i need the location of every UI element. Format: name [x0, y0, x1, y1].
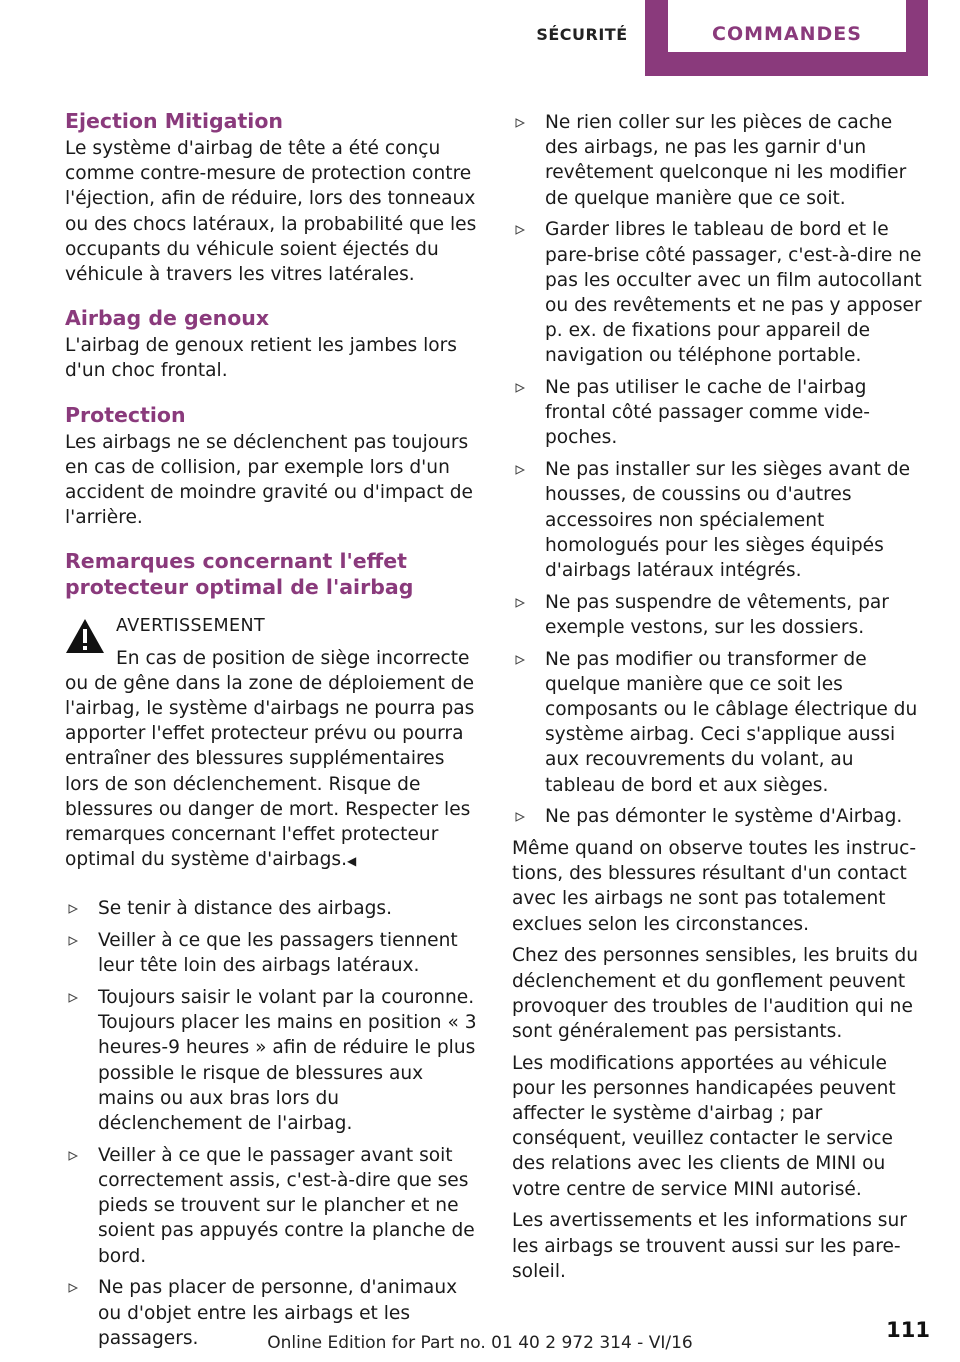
paragraph: Les avertissements et les informations sur les airbags se trouvent aussi sur les pare-soleil. [512, 1210, 907, 1282]
list-item-text: Ne pas démonter le système d'Airbag. [545, 806, 903, 828]
text-knee-airbag: L'airbag de genoux retient les jambes lors d'un choc frontal. [65, 335, 457, 382]
right-bullet-list [512, 110, 928, 829]
list-item [512, 110, 928, 211]
bullet-triangle-icon [515, 465, 525, 475]
bullet-triangle-icon [515, 383, 525, 393]
heading-knee-airbag: Airbag de genoux [65, 306, 270, 331]
text-ejection: Le système d'airbag de tête a été conçu comme contre-mesure de protection contre l'éjection, afin de réduire, lors des tonneaux ou des chocs latéraux, la probabilité que les occupants du véhicule soient éjectés du véhicule à travers les vitres latérales. [65, 138, 477, 286]
bullet-triangle-icon [68, 936, 78, 946]
list-item [512, 217, 928, 368]
section-knee-airbag [65, 305, 481, 383]
bullet-triangle-icon [68, 1151, 78, 1161]
left-bullet-list [65, 896, 481, 1350]
page-number: 111 [886, 1318, 930, 1342]
list-item [512, 375, 928, 451]
list-item-text: Ne pas modifier ou transformer de quelque manière que ce soit les composants ou le câblage électrique du système airbag. Ceci s'applique aussi aux recouvrements du volant, au tableau de bord et aux sièges. [545, 648, 918, 796]
warning-block [65, 614, 481, 874]
bullet-triangle-icon [515, 655, 525, 665]
list-item [65, 928, 481, 978]
list-item [512, 804, 928, 829]
list-item [512, 457, 928, 583]
warning-body [65, 646, 481, 875]
paragraph: Même quand on observe toutes les instructions, des blessures résultant d'un contact avec les airbags ne sont pas totalement exclues selon les circonstances. [512, 837, 917, 935]
list-item-text: Ne pas suspendre de vêtements, par exemple vestons, sur les dossiers. [545, 591, 889, 638]
left-column [65, 108, 481, 1351]
tab-chapter-commandes[interactable] [645, 0, 928, 76]
heading-protection: Protection [65, 402, 186, 427]
bullet-triangle-icon [515, 812, 525, 822]
list-item-text: Veiller à ce que les passagers tiennent leur tête loin des airbags latéraux. [98, 930, 458, 977]
bullet-triangle-icon [68, 1283, 78, 1293]
list-item-text: Veiller à ce que le passager avant soit correctement assis, c'est-à-dire que ses pieds se trouvent sur le plancher et ne soient pas appuyés contre la planche de bord. [98, 1144, 475, 1267]
list-item [65, 1143, 481, 1269]
list-item-text: Garder libres le tableau de bord et le pare-brise côté passager, c'est-à-dire ne pas les occulter avec un film autocollant ou des revêtements et ne pas y apposer p. ex. de fixations pour appareil de navigation ou téléphone portable. [545, 219, 922, 367]
tab-section-securite[interactable]: SÉCURITÉ [536, 25, 628, 44]
bullet-triangle-icon [68, 904, 78, 914]
bullet-triangle-icon [515, 225, 525, 235]
list-item [65, 896, 481, 921]
heading-remarks: Remarques concernant l'effet protecteur optimal de l'airbag [65, 549, 414, 600]
heading-ejection: Ejection Mitigation [65, 109, 283, 133]
footer-edition: Online Edition for Part no. 01 40 2 972 314 - VI/16 [267, 1333, 693, 1353]
bullet-triangle-icon [68, 993, 78, 1003]
list-item [512, 590, 928, 640]
right-paragraphs [512, 836, 928, 1284]
list-item-text: Ne pas installer sur les sièges avant de housses, de coussins ou d'autres accessoires non spécialement homologués pour les sièges équipés d'airbags latéraux intégrés. [545, 459, 911, 581]
list-item-text: Se tenir à distance des airbags. [98, 898, 393, 920]
end-mark-icon: ◀ [347, 854, 357, 869]
warning-title: AVERTISSEMENT [116, 616, 266, 637]
tab-chapter-label: COMMANDES [668, 0, 906, 52]
warning-text: En cas de position de siège incorrecte ou de gêne dans la zone de déploiement de l'airbag, le système d'airbags ne pourra pas apporter l'effet protecteur prévu ou pourra entraîner des blessures supplémentaires lors de son déclenchement. Risque de blessures ou danger de mort. Respecter les remarques concernant l'effet protecteur optimal du système d'airbags. [65, 647, 475, 871]
list-item [65, 985, 481, 1136]
bullet-triangle-icon [515, 118, 525, 128]
list-item-text: Ne pas utiliser le cache de l'airbag frontal côté passager comme vide-poches. [545, 377, 871, 449]
header-tabs [0, 0, 960, 80]
list-item-text: Ne pas placer de personne, d'animaux ou d'objet entre les airbags et les passagers. [98, 1277, 458, 1349]
list-item [512, 647, 928, 798]
section-protection [65, 402, 481, 531]
paragraph: Chez des personnes sensibles, les bruits du déclenchement et du gonflement peuvent provoquer des troubles de l'audition qui ne sont généralement pas persistants. [512, 945, 919, 1042]
warning-triangle-icon [65, 618, 105, 654]
paragraph: Les modifications apportées au véhicule pour les personnes handicapées peuvent affecter le système d'airbag ; par conséquent, veuillez contacter le service des relations avec les clients de MINI ou votre centre de service MINI autorisé. [512, 1052, 896, 1200]
list-item-text: Toujours saisir le volant par la couronne. Toujours placer les mains en position « 3 heures-9 heures » afin de réduire le plus possible le risque de blessures aux mains ou aux bras lors du déclenchement de l'airbag. [98, 987, 477, 1135]
section-ejection [65, 108, 481, 287]
text-protection: Les airbags ne se déclenchent pas toujours en cas de collision, par exemple lors d'un accident de moindre gravité ou d'impact de l'arrière. [65, 431, 473, 529]
bullet-triangle-icon [515, 598, 525, 608]
section-remarks [65, 548, 481, 874]
right-column [512, 108, 928, 1284]
list-item-text: Ne rien coller sur les pièces de cache des airbags, ne pas les garnir d'un revêtement quelconque ni les modifier de quelque manière que ce soit. [545, 112, 907, 209]
